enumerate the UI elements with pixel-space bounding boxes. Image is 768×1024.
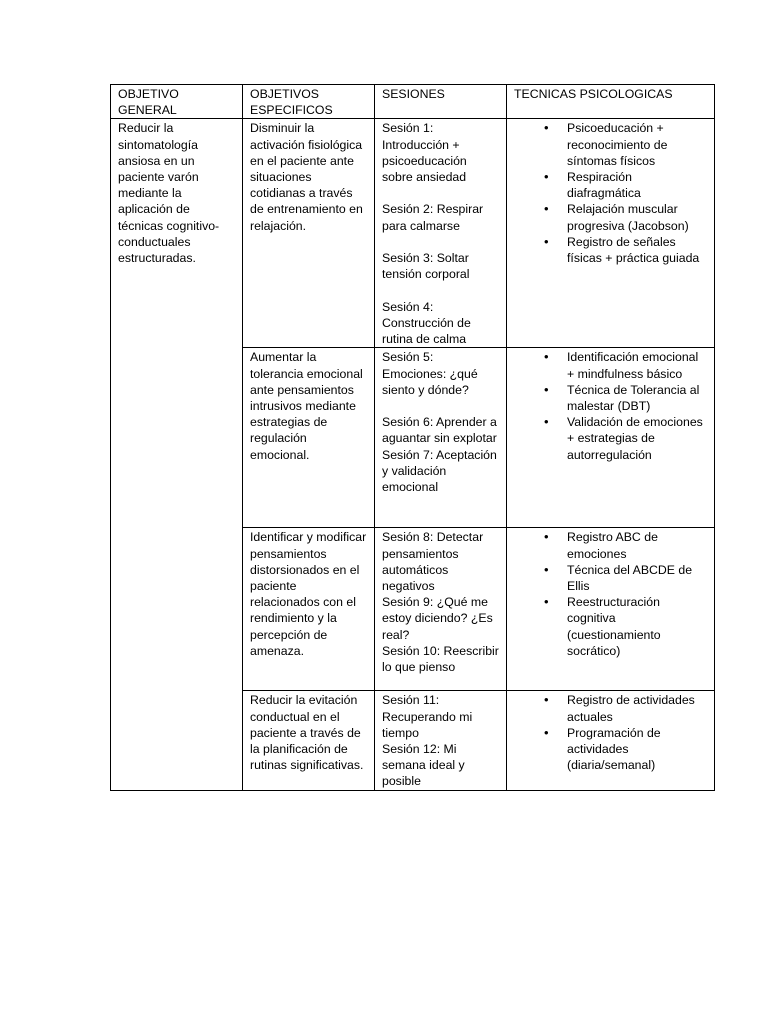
techniques-cell	[507, 119, 715, 348]
technique-item: • Técnica del ABCDE de Ellis	[567, 562, 707, 594]
therapy-plan-table	[110, 84, 715, 791]
technique-item: • Registro ABC de emociones	[567, 529, 707, 561]
technique-item: • Técnica de Tolerancia al malestar (DBT)	[567, 382, 707, 414]
techniques-cell	[507, 528, 715, 691]
specific-objective-cell: Aumentar la tolerancia emocional ante pensamientos intrusivos mediante estrategias de regulación emocional.	[243, 348, 375, 528]
sessions-cell: Sesión 5: Emociones: ¿qué siento y dónde? Sesión 6: Aprender a aguantar sin explotar Sesión 7: Aceptación y validación emocional	[375, 348, 507, 528]
techniques-list	[514, 349, 707, 462]
sessions-cell: Sesión 11: Recuperando mi tiempo Sesión 12: Mi semana ideal y posible	[375, 691, 507, 790]
technique-item: • Registro de señales físicas + práctica guiada	[567, 234, 707, 266]
sessions-cell: Sesión 8: Detectar pensamientos automáticos negativos Sesión 9: ¿Qué me estoy diciendo? ¿Es real? Sesión 10: Reescribir lo que pienso	[375, 528, 507, 691]
general-objective-cell: Reducir la sintomatología ansiosa en un paciente varón mediante la aplicación de técnicas cognitivo-conductuales estructuradas.	[111, 119, 243, 790]
technique-item: • Programación de actividades (diaria/semanal)	[567, 725, 707, 774]
technique-item: • Relajación muscular progresiva (Jacobson)	[567, 201, 707, 233]
technique-item: • Reestructuración cognitiva (cuestionamiento socrático)	[567, 594, 707, 659]
header-specific-objectives: OBJETIVOS ESPECIFICOS	[243, 85, 375, 119]
specific-objective-cell: Disminuir la activación fisiológica en el paciente ante situaciones cotidianas a través de entrenamiento en relajación.	[243, 119, 375, 348]
techniques-cell	[507, 348, 715, 528]
technique-item: • Validación de emociones + estrategias de autorregulación	[567, 414, 707, 463]
techniques-list	[514, 692, 707, 773]
technique-item: • Registro de actividades actuales	[567, 692, 707, 724]
techniques-list	[514, 120, 707, 266]
table-row	[111, 119, 715, 348]
sessions-cell: Sesión 1: Introducción + psicoeducación sobre ansiedad Sesión 2: Respirar para calmarse Sesión 3: Soltar tensión corporal Sesión 4: Construcción de rutina de calma	[375, 119, 507, 348]
specific-objective-cell: Identificar y modificar pensamientos distorsionados en el paciente relacionados con el rendimiento y la percepción de amenaza.	[243, 528, 375, 691]
techniques-cell	[507, 691, 715, 790]
technique-item: • Psicoeducación + reconocimiento de síntomas físicos	[567, 120, 707, 169]
header-general-objective: OBJETIVO GENERAL	[111, 85, 243, 119]
technique-item: • Identificación emocional + mindfulness básico	[567, 349, 707, 381]
header-techniques: TECNICAS PSICOLOGICAS	[507, 85, 715, 119]
techniques-list	[514, 529, 707, 659]
header-row	[111, 85, 715, 119]
technique-item: • Respiración diafragmática	[567, 169, 707, 201]
header-sessions: SESIONES	[375, 85, 507, 119]
specific-objective-cell: Reducir la evitación conductual en el paciente a través de la planificación de rutinas significativas.	[243, 691, 375, 790]
